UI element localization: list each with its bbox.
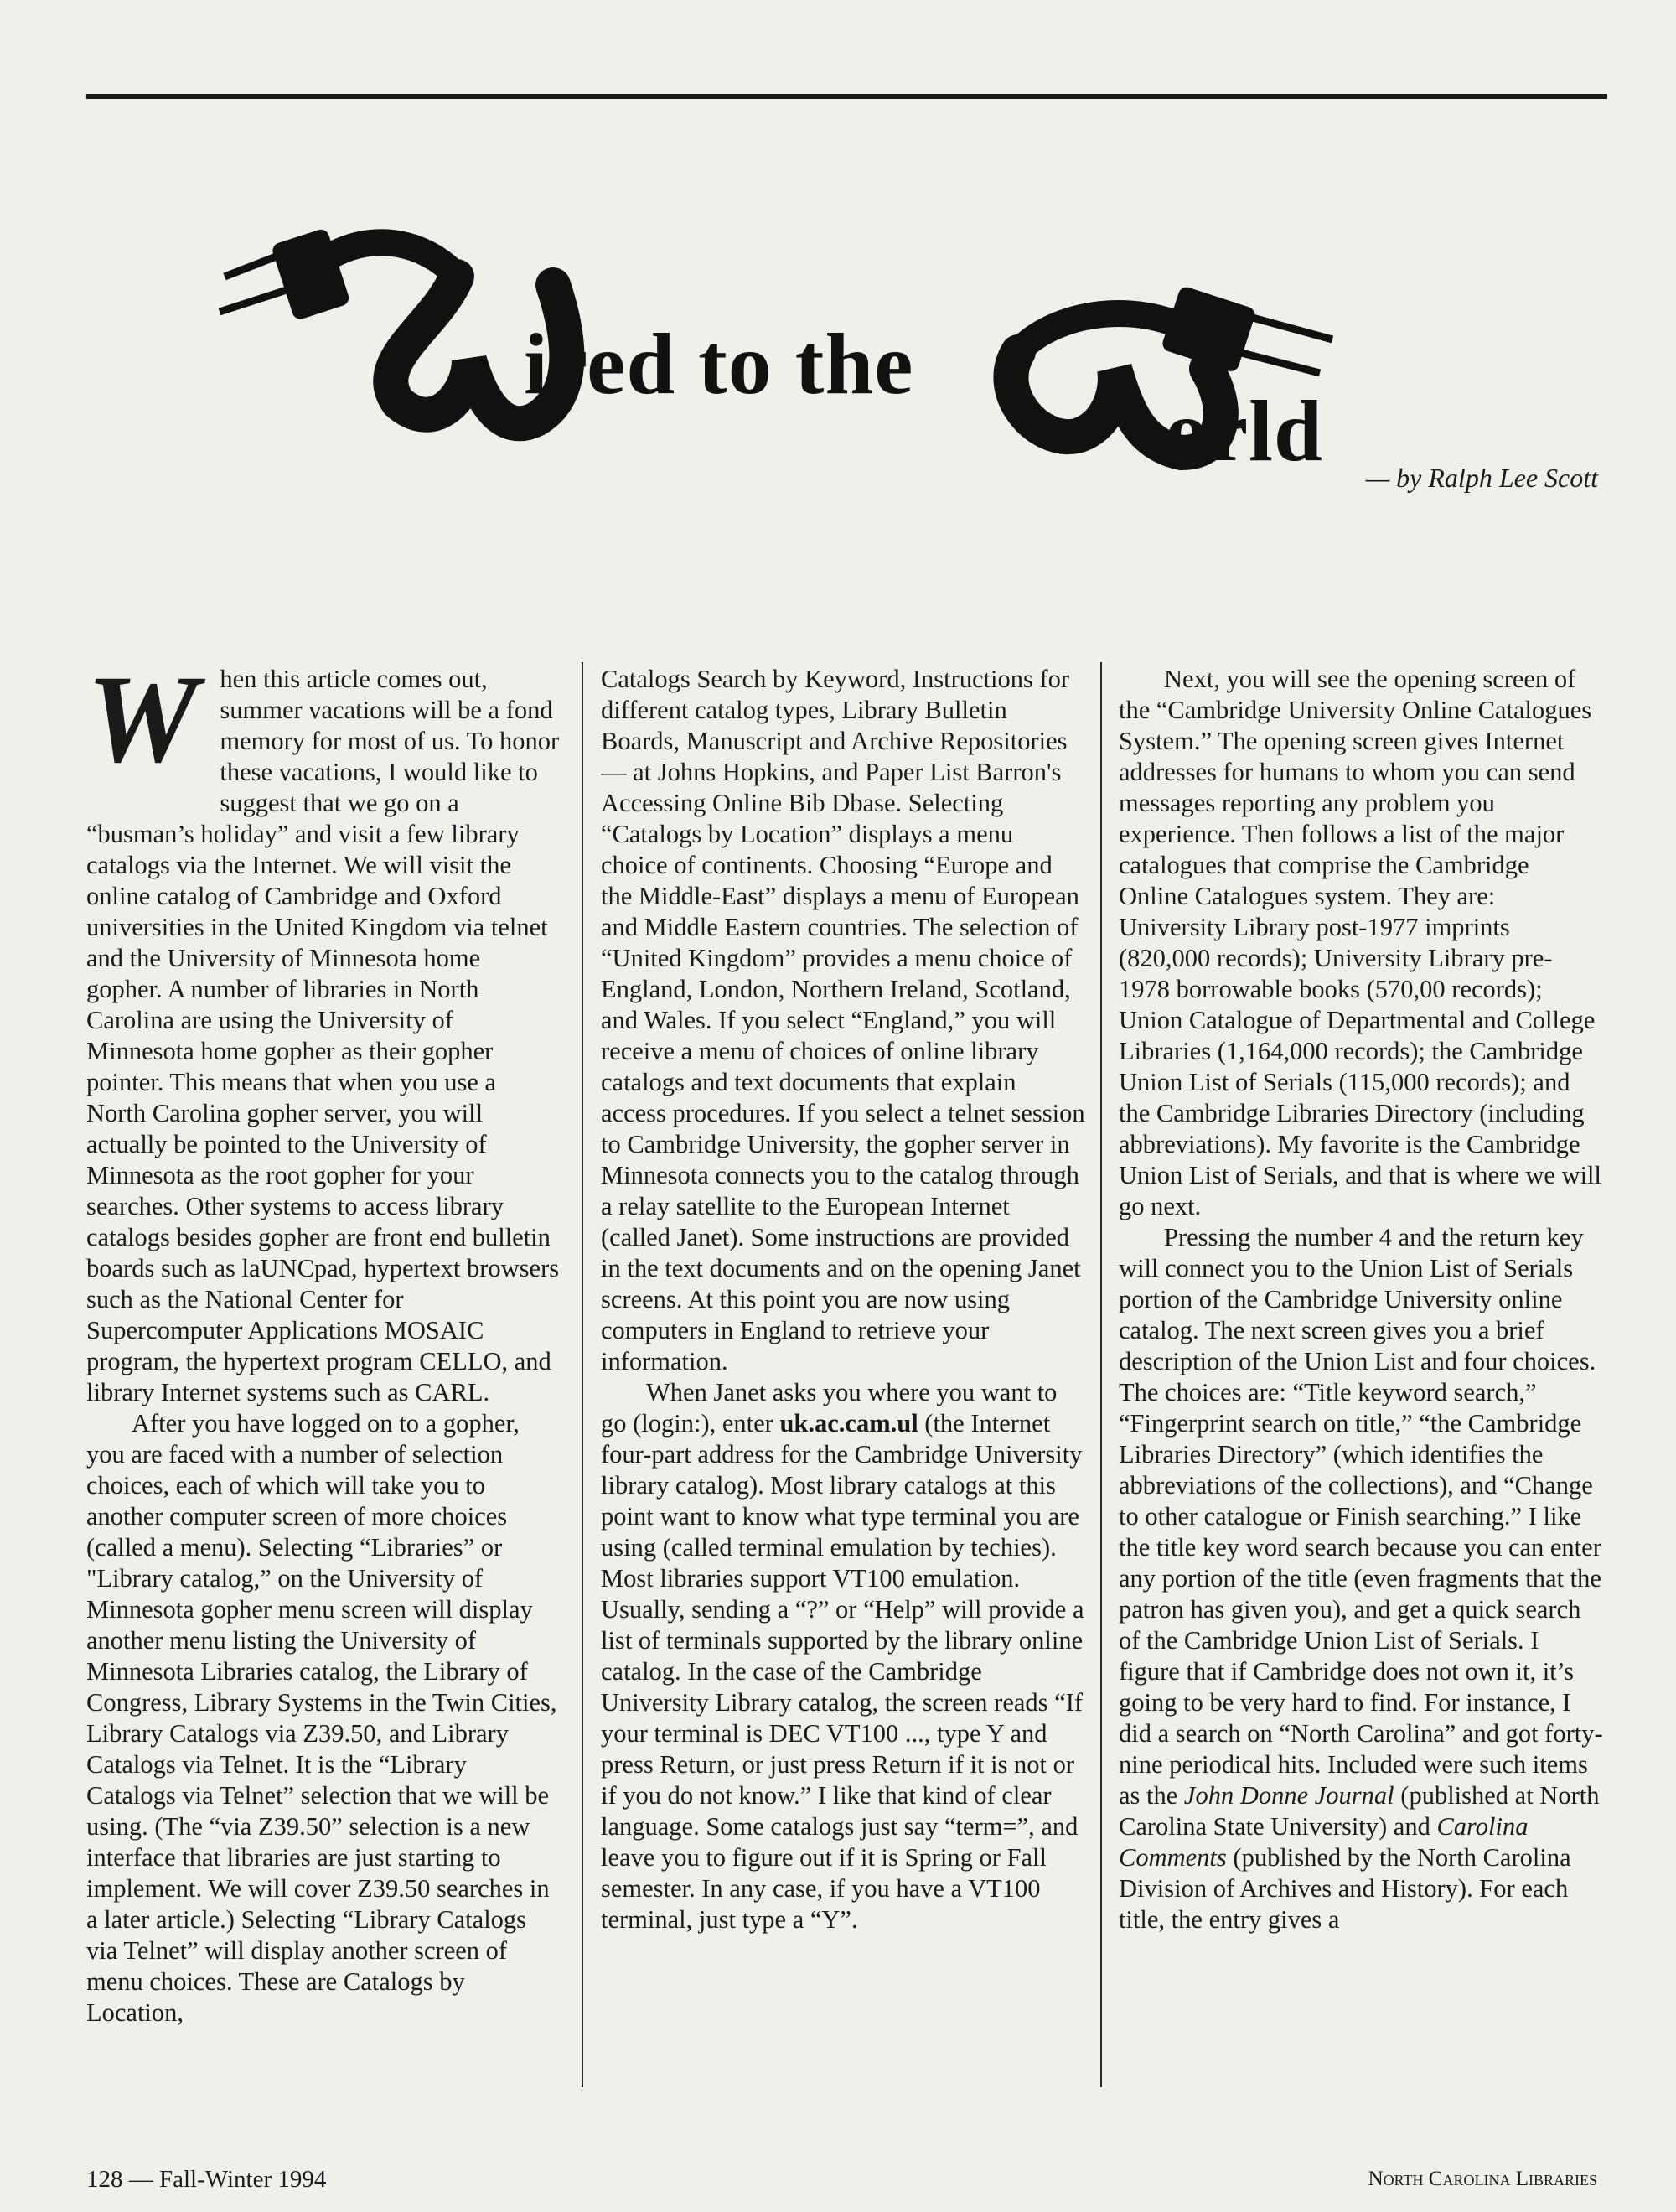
title-part-2: orld	[1165, 383, 1323, 479]
paragraph: Catalogs Search by Keyword, Instructions for different catalog types, Library Bulletin Boards, Manuscript and Archive Repositories — at Johns Hopkins, and Paper List Barron's Accessing Online Bib Dbase. Selecting “Catalogs by Location” displays a menu choice of continents. Choosing “Europe and the Middle-East” displays a menu of European and Middle Eastern countries. The selection of “United Kingdom” provides a menu choice of England, London, Northern Ireland, Scotland, and Wales. If you select “England,” you will receive a menu of choices of online library catalogs and text documents that explain access procedures. If you select a telnet session to Cambridge University, the gopher server in Minnesota connects you to the catalog through a relay satellite to the European Internet (called Janet). Some instructions are provided in the text documents and on the opening Janet screens. At this point you are now using computers in England to retrieve your information.	[601, 665, 1085, 1375]
title-part-1: ired to the	[524, 316, 914, 412]
plug-illustration	[0, 0, 1676, 604]
paragraph	[86, 650, 560, 1408]
address-text: uk.ac.cam.ul	[779, 1409, 918, 1438]
text-span: (published by the North Carolina Division of Archives and History). For each title, the entry gives a	[1119, 1843, 1571, 1934]
column-rule-2	[1100, 662, 1102, 2087]
journal-title: John Donne Journal	[1183, 1781, 1394, 1810]
footer-publication: North Carolina Libraries	[1368, 2168, 1597, 2190]
column-rule-1	[582, 662, 583, 2087]
text-span: (published at North Carolina State University) and	[1119, 1781, 1600, 1841]
footer-page-info: 128 — Fall-Winter 1994	[86, 2166, 327, 2193]
paragraph-text: hen this article comes out, summer vacations will be a fond memory for most of us. To honor these vacations, I would like to suggest that we go on a “busman’s holiday” and visit a few library catalogs via the Internet. We will visit the online catalog of Cambridge and Oxford universities in the United Kingdom via telnet and the University of Minnesota home gopher. A number of libraries in North Carolina are using the University of Minnesota home gopher as their gopher pointer. This means that when you use a North Carolina gopher server, you will actually be pointed to the University of Minnesota as the root gopher for your searches. Other systems to access library catalogs besides gopher are front end bulletin boards such as laUNCpad, hypertext browsers such as the National Center for Supercomputer Applications MOSAIC program, the hypertext program CELLO, and library Internet systems such as CARL.	[86, 665, 560, 1406]
right-plug-icon	[1161, 285, 1332, 373]
paragraph	[1119, 1222, 1603, 1935]
paragraph: Next, you will see the opening screen of the “Cambridge University Online Catalogues System.” The opening screen gives Internet addresses for humans to whom you can send messages reporting any problem you experience. Then follows a list of the major catalogues that comprise the Cambridge Online Catalogues system. They are: University Library post-1977 imprints (820,000 records); University Library pre-1978 borrowable books (570,00 records); Union Catalogue of Departmental and College Libraries (1,164,000 records); the Cambridge Union List of Serials (115,000 records); and the Cambridge Libraries Directory (including abbreviations). My favorite is the Cambridge Union List of Serials, and that is where we will go next.	[1119, 665, 1602, 1220]
drop-cap: W	[86, 650, 199, 789]
text-span: (the Internet four-part address for the Cambridge University library catalog). Most library catalogs at this point want to know what type terminal you are using (called terminal emulation by techies). Most libraries support VT100 emulation. Usually, sending a “?” or “Help” will provide a list of terminals supported by the library online catalog. In the case of the Cambridge University Library catalog, the screen reads “If your terminal is DEC VT100 ..., type Y and press Return, or just press Return if it is not or if you do not know.” I like that kind of clear language. Some catalogs just say “term=”, and leave you to figure out if it is Spring or Fall semester. In any case, if you have a VT100 terminal, just type a “Y”.	[601, 1409, 1084, 1934]
text-span: Pressing the number 4 and the return key will connect you to the Union List of Serials portion of the Cambridge University online catalog. The next screen gives you a brief description of the Union List and four choices. The choices are: “Title keyword search,” “Fingerprint search on title,” “the Cambridge Libraries Directory” (which identifies the abbreviations of the collections), and “Change to other catalogue or Finish searching.” I like the title key word search because you can enter any portion of the title (even fragments that the patron has given you), and get a quick search of the Cambridge Union List of Serials. I figure that if Cambridge does not own it, it’s going to be very hard to find. For instance, I did a search on “North Carolina” and got forty-nine periodical hits. Included were such items as the	[1119, 1223, 1603, 1810]
paragraph	[601, 1377, 1085, 1935]
column-1	[86, 650, 560, 2028]
title-banner	[0, 0, 1676, 604]
column-2	[601, 664, 1085, 1935]
journal-title: Carolina Comments	[1119, 1812, 1529, 1872]
text-span: When Janet asks you where you want to go (login:), enter	[601, 1378, 1058, 1438]
byline: — by Ralph Lee Scott	[1365, 463, 1598, 493]
column-3	[1119, 664, 1603, 1935]
paragraph: After you have logged on to a gopher, you are faced with a number of selection choices, each of which will take you to another computer screen of more choices (called a menu). Selecting “Libraries” or "Library catalog,” on the University of Minnesota gopher menu screen will display another menu listing the University of Minnesota Libraries catalog, the Library of Congress, Library Systems in the Twin Cities, Library Catalogs via Z39.50, and Library Catalogs via Telnet. It is the “Library Catalogs via Telnet” selection that we will be using. (The “via Z39.50” selection is a new interface that libraries are just starting to implement. We will cover Z39.50 searches in a later article.) Selecting “Library Catalogs via Telnet” will display another screen of menu choices. These are Catalogs by Location,	[86, 1409, 557, 2027]
